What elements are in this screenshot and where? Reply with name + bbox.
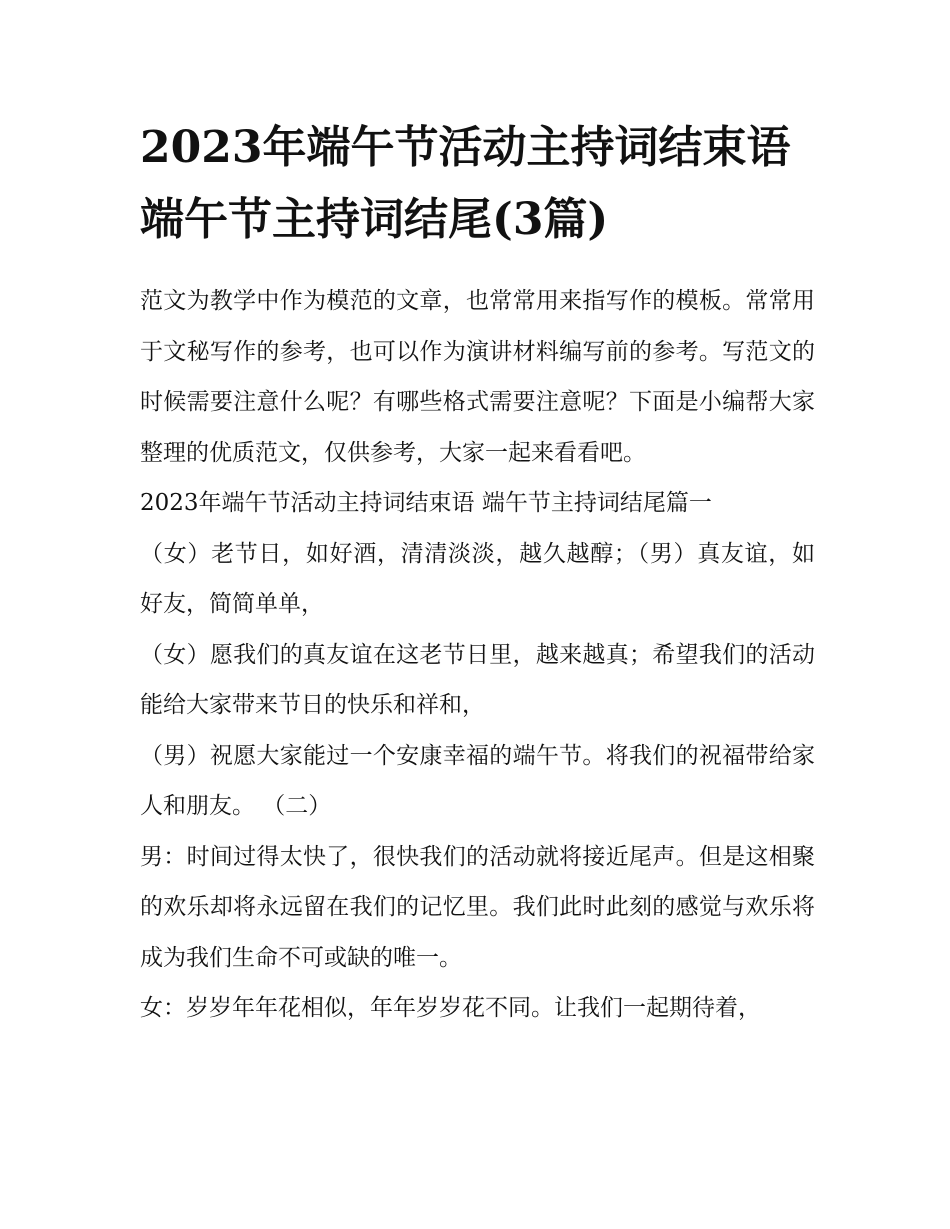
dialogue-paragraph-4: 男：时间过得太快了，很快我们的活动就将接近尾声。但是这相聚的欢乐却将永远留在我们的记忆里。我们此时此刻的感觉与欢乐将成为我们生命不可或缺的唯一。 [140,843,815,971]
dialogue-paragraph-3: （男）祝愿大家能过一个安康幸福的端午节。将我们的祝福带给家人和朋友。 （二） [140,742,815,819]
document-title: 2023年端午节活动主持词结束语 端午节主持词结尾(3篇) [140,122,791,245]
dialogue-paragraph-5: 女：岁岁年年花相似，年年岁岁花不同。让我们一起期待着， [140,995,761,1021]
section-heading: 2023年端午节活动主持词结束语 端午节主持词结尾篇一 [140,490,712,516]
dialogue-paragraph-1: （女）老节日，如好酒，清清淡淡，越久越醇；（男）真友谊，如好友，简简单单， [140,540,815,617]
document-body [140,276,815,1034]
dialogue-paragraph-2: （女）愿我们的真友谊在这老节日里，越来越真；希望我们的活动能给大家带来节日的快乐和祥和， [140,641,815,718]
intro-paragraph: 范文为教学中作为模范的文章，也常常用来指写作的模板。常常用于文秘写作的参考，也可以作为演讲材料编写前的参考。写范文的时候需要注意什么呢？有哪些格式需要注意呢？下面是小编帮大家整理的优质范文，仅供参考，大家一起来看看吧。 [140,288,815,466]
